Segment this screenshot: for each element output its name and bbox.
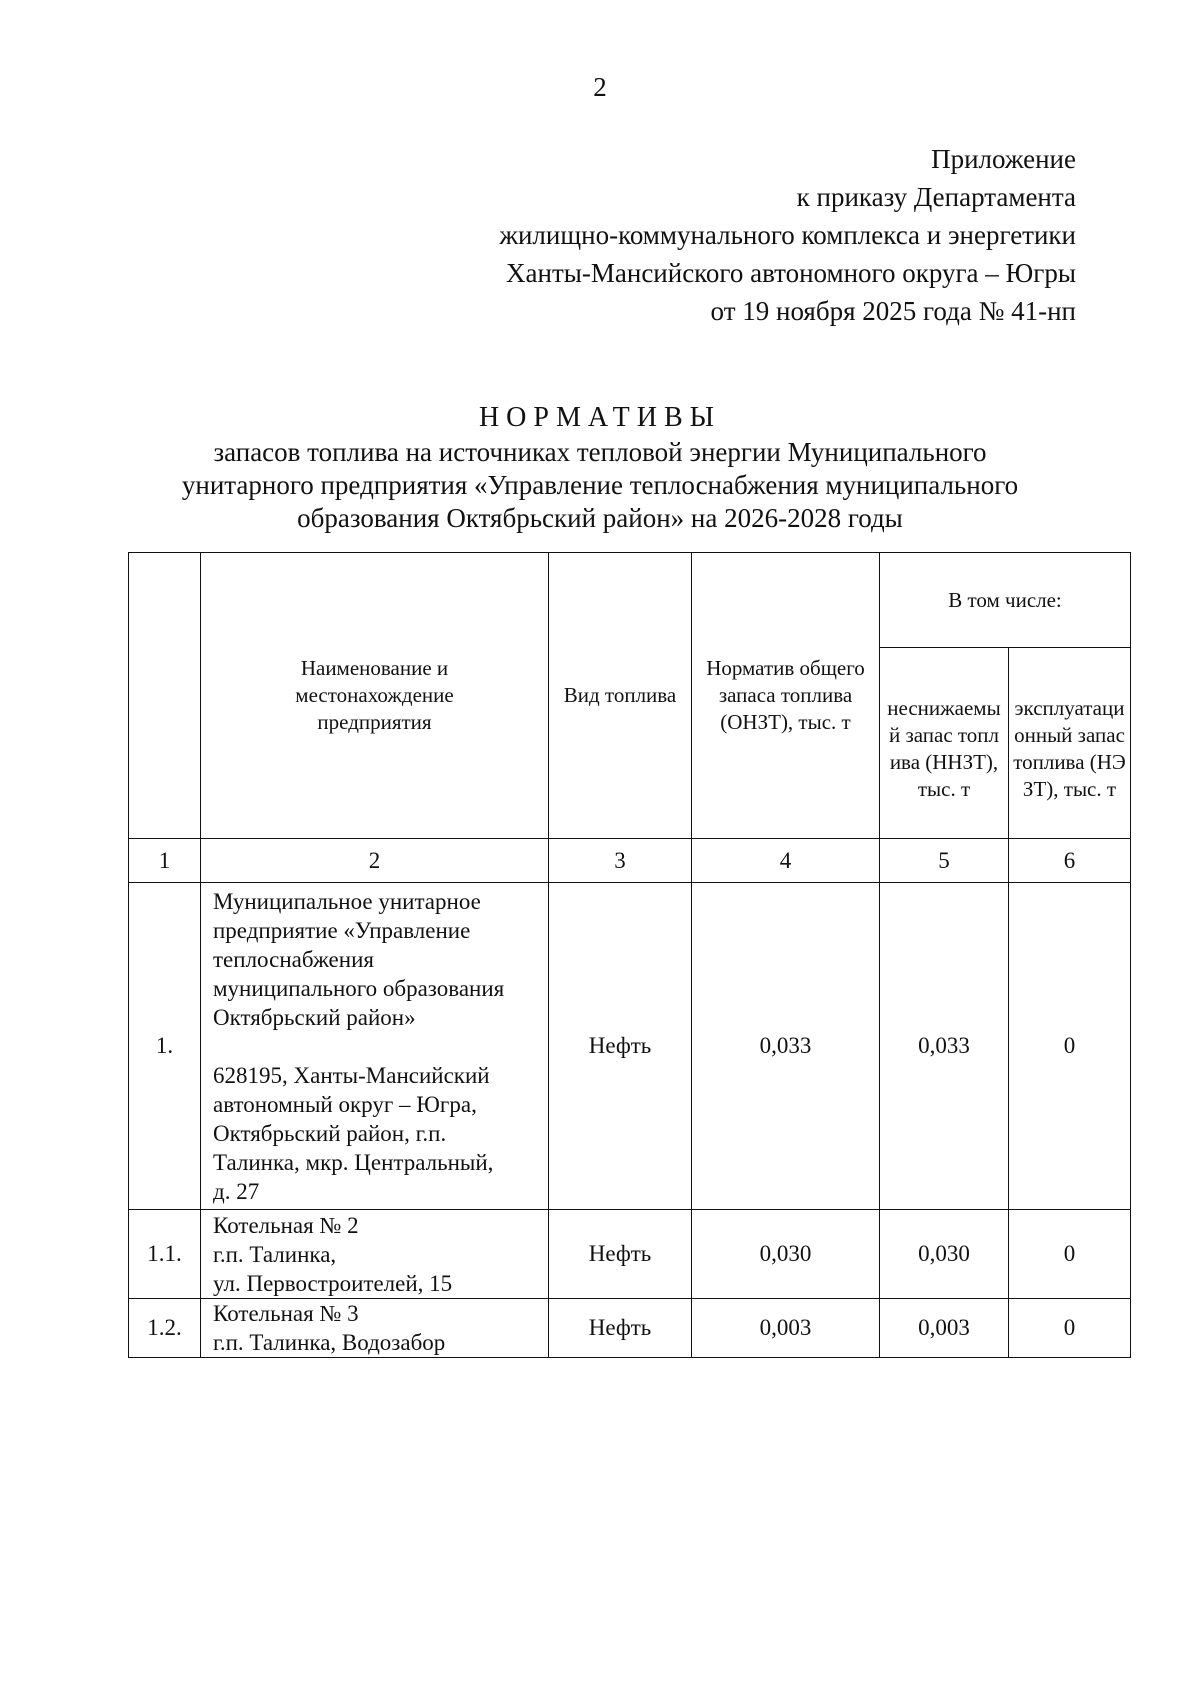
appendix-line: к приказу Департамента — [796, 182, 1076, 212]
table-row — [129, 1299, 1131, 1358]
nnzt-cell: 0,033 — [880, 883, 1009, 1210]
document-title — [100, 400, 1100, 535]
header-nnzt: неснижаемый запас топлива (ННЗТ), тыс. т — [880, 648, 1009, 839]
appendix-line: жилищно-коммунального комплекса и энергетики — [499, 220, 1076, 250]
boiler-address-line: г.п. Талинка, — [213, 1241, 337, 1267]
address-line: д. 27 — [213, 1178, 260, 1204]
nnzt-cell: 0,003 — [880, 1299, 1009, 1358]
title-heading: НОРМАТИВЫ — [478, 402, 722, 433]
header-total: Норматив общего запаса топлива (ОНЗТ), тыс. т — [692, 553, 880, 839]
boiler-address-line: ул. Первостроителей, 15 — [213, 1270, 453, 1296]
page-number: 2 — [593, 72, 607, 102]
header-including: В том числе: — [880, 553, 1131, 648]
header-number-cell — [129, 553, 201, 839]
fuel-type-cell: Нефть — [549, 1299, 692, 1358]
nezt-cell: 0 — [1009, 883, 1131, 1210]
enterprise-name-line: Октябрьский район» — [213, 1004, 416, 1030]
enterprise-name-line: Муниципальное унитарное — [213, 888, 481, 914]
enterprise-name-line: теплоснабжения — [213, 946, 374, 972]
total-reserve-cell: 0,030 — [692, 1210, 880, 1299]
appendix-line: от 19 ноября 2025 года № 41-нп — [710, 296, 1076, 326]
column-number: 6 — [1009, 839, 1131, 883]
enterprise-name-line: муниципального образования — [213, 975, 505, 1001]
boiler-name-cell — [201, 1299, 549, 1358]
header-fuel-type: Вид топлива — [549, 553, 692, 839]
appendix-line: Ханты-Мансийского автономного округа – Югры — [506, 258, 1076, 288]
header-nezt: эксплуатационный запас топлива (НЭЗТ), тыс. т — [1009, 648, 1131, 839]
header-name: Наименование и местонахождение предприятия — [201, 553, 549, 839]
title-line: унитарного предприятия «Управление теплоснабжения муниципального — [181, 470, 1019, 500]
enterprise-name-line: предприятие «Управление — [213, 917, 471, 943]
column-numbers-row — [129, 839, 1131, 883]
column-number: 1 — [129, 839, 201, 883]
table-row — [129, 1210, 1131, 1299]
row-number: 1.1. — [129, 1210, 201, 1299]
column-number: 2 — [201, 839, 549, 883]
row-number: 1.2. — [129, 1299, 201, 1358]
fuel-type-cell: Нефть — [549, 883, 692, 1210]
address-line: Талинка, мкр. Центральный, — [213, 1149, 494, 1175]
boiler-address-line: г.п. Талинка, Водозабор — [213, 1330, 446, 1355]
appendix-header — [499, 140, 1076, 330]
title-line: образования Октябрьский район» на 2026-2028 годы — [297, 503, 903, 533]
address-line: Октябрьский район, г.п. — [213, 1120, 447, 1146]
nezt-cell: 0 — [1009, 1299, 1131, 1358]
nnzt-cell: 0,030 — [880, 1210, 1009, 1299]
column-number: 3 — [549, 839, 692, 883]
boiler-name-line: Котельная № 3 — [213, 1301, 359, 1326]
column-number: 4 — [692, 839, 880, 883]
title-line: запасов топлива на источниках тепловой энергии Муниципального — [213, 437, 987, 467]
appendix-line: Приложение — [931, 144, 1076, 174]
table-row — [129, 883, 1131, 1210]
address-line: автономный округ – Югра, — [213, 1091, 477, 1117]
total-reserve-cell: 0,003 — [692, 1299, 880, 1358]
nezt-cell: 0 — [1009, 1210, 1131, 1299]
norms-table — [128, 552, 1131, 1358]
boiler-name-cell — [201, 1210, 549, 1299]
total-reserve-cell: 0,033 — [692, 883, 880, 1210]
enterprise-name-cell — [201, 883, 549, 1210]
row-number: 1. — [129, 883, 201, 1210]
column-number: 5 — [880, 839, 1009, 883]
fuel-type-cell: Нефть — [549, 1210, 692, 1299]
address-line: 628195, Ханты-Мансийский — [213, 1062, 490, 1088]
boiler-name-line: Котельная № 2 — [213, 1212, 359, 1238]
spacer — [213, 1032, 548, 1061]
